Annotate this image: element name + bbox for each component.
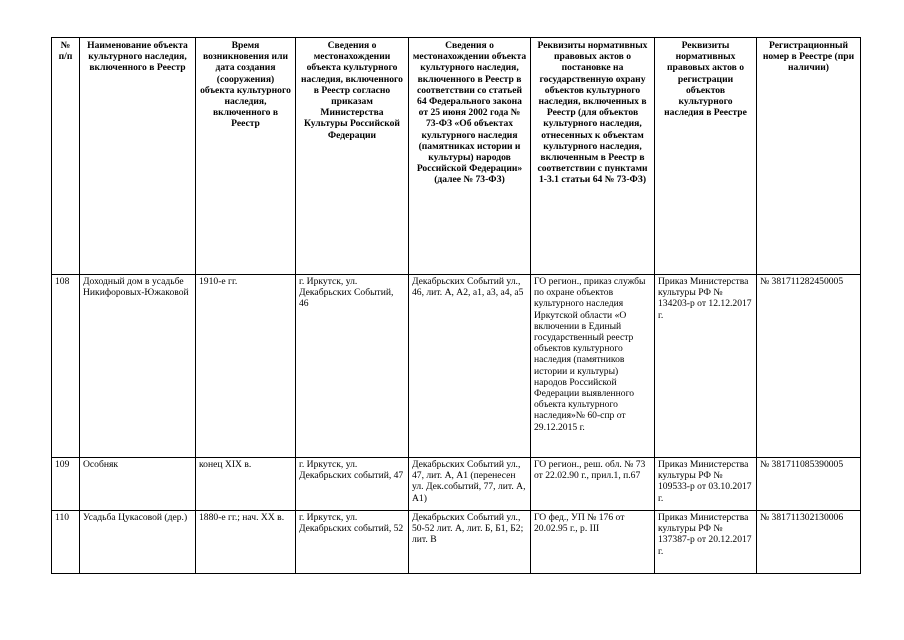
cell-num: 110 bbox=[52, 511, 80, 574]
header-location-order: Сведения о местонахождении объекта культурного наследия, включенного в Реестр согласно приказам Министерства Культуры Российской Федерации bbox=[296, 38, 409, 275]
cell-date: конец XIX в. bbox=[196, 458, 296, 511]
cell-reg-number: № 381711282450005 bbox=[757, 275, 861, 458]
cell-name: Усадьба Цукасовой (дер.) bbox=[80, 511, 196, 574]
cell-location-law: Декабрьских Событий ул., 50-52 лит. А, лит. Б, Б1, Б2; лит. В bbox=[409, 511, 531, 574]
cell-reg-number: № 381711085390005 bbox=[757, 458, 861, 511]
cell-location-law: Декабрьских Событий ул., 46, лит. А, А2, а1, а3, а4, а5 bbox=[409, 275, 531, 458]
cell-name: Доходный дом в усадьбе Никифоровых-Южаковой bbox=[80, 275, 196, 458]
header-name: Наименование объекта культурного наследия, включенного в Реестр bbox=[80, 38, 196, 275]
header-registration-acts: Реквизиты нормативных правовых актов о регистрации объектов культурного наследия в Реестре bbox=[655, 38, 757, 275]
cell-reg-number: № 381711302130006 bbox=[757, 511, 861, 574]
header-row bbox=[52, 38, 861, 275]
cell-registration-acts: Приказ Министерства культуры РФ № 137387-р от 20.12.2017 г. bbox=[655, 511, 757, 574]
table-row bbox=[52, 511, 861, 574]
cell-location-order: г. Иркутск, ул. Декабрьских событий, 52 bbox=[296, 511, 409, 574]
heritage-registry-table bbox=[51, 37, 861, 574]
cell-date: 1910-е гг. bbox=[196, 275, 296, 458]
cell-location-law: Декабрьских Событий ул., 47, лит. А, А1 (перенесен ул. Дек.событий, 77, лит. А, А1) bbox=[409, 458, 531, 511]
cell-location-order: г. Иркутск, ул. Декабрьских событий, 47 bbox=[296, 458, 409, 511]
header-num: № п/п bbox=[52, 38, 80, 275]
header-date: Время возникновения или дата создания (сооружения) объекта культурного наследия, включенного в Реестр bbox=[196, 38, 296, 275]
cell-location-order: г. Иркутск, ул. Декабрьских Событий, 46 bbox=[296, 275, 409, 458]
cell-num: 108 bbox=[52, 275, 80, 458]
header-location-law: Сведения о местонахождении объекта культурного наследия, включенного в Реестр в соответствии со статьей 64 Федерального закона от 25 июня 2002 года № 73-ФЗ «Об объектах культурного наследия (памятниках истории и культуры) народов Российской Федерации» (далее № 73-ФЗ) bbox=[409, 38, 531, 275]
cell-registration-acts: Приказ Министерства культуры РФ № 134203-р от 12.12.2017 г. bbox=[655, 275, 757, 458]
cell-protection-acts: ГО фед., УП № 176 от 20.02.95 г., р. III bbox=[531, 511, 655, 574]
table-row bbox=[52, 458, 861, 511]
cell-name: Особняк bbox=[80, 458, 196, 511]
header-protection-acts: Реквизиты нормативных правовых актов о постановке на государственную охрану объектов культурного наследия, включенных в Реестр (для объектов культурного наследия, отнесенных к объектам культурного наследия, включенным в Реестр в соответствии с пунктами 1-3.1 статьи 64 № 73-ФЗ) bbox=[531, 38, 655, 275]
cell-num: 109 bbox=[52, 458, 80, 511]
cell-protection-acts: ГО регион., приказ службы по охране объектов культурного наследия Иркутской области «О включении в Единый государственный реестр объектов культурного наследия (памятников истории и культуры) народов Российской Федерации выявленного объекта культурного наследия»№ 60-спр от 29.12.2015 г. bbox=[531, 275, 655, 458]
cell-registration-acts: Приказ Министерства культуры РФ № 109533-р от 03.10.2017 г. bbox=[655, 458, 757, 511]
table-row bbox=[52, 275, 861, 458]
cell-protection-acts: ГО регион., реш. обл. № 73 от 22.02.90 г., прил.1, п.67 bbox=[531, 458, 655, 511]
header-reg-number: Регистрационный номер в Реестре (при наличии) bbox=[757, 38, 861, 275]
cell-date: 1880-е гг.; нач. XX в. bbox=[196, 511, 296, 574]
